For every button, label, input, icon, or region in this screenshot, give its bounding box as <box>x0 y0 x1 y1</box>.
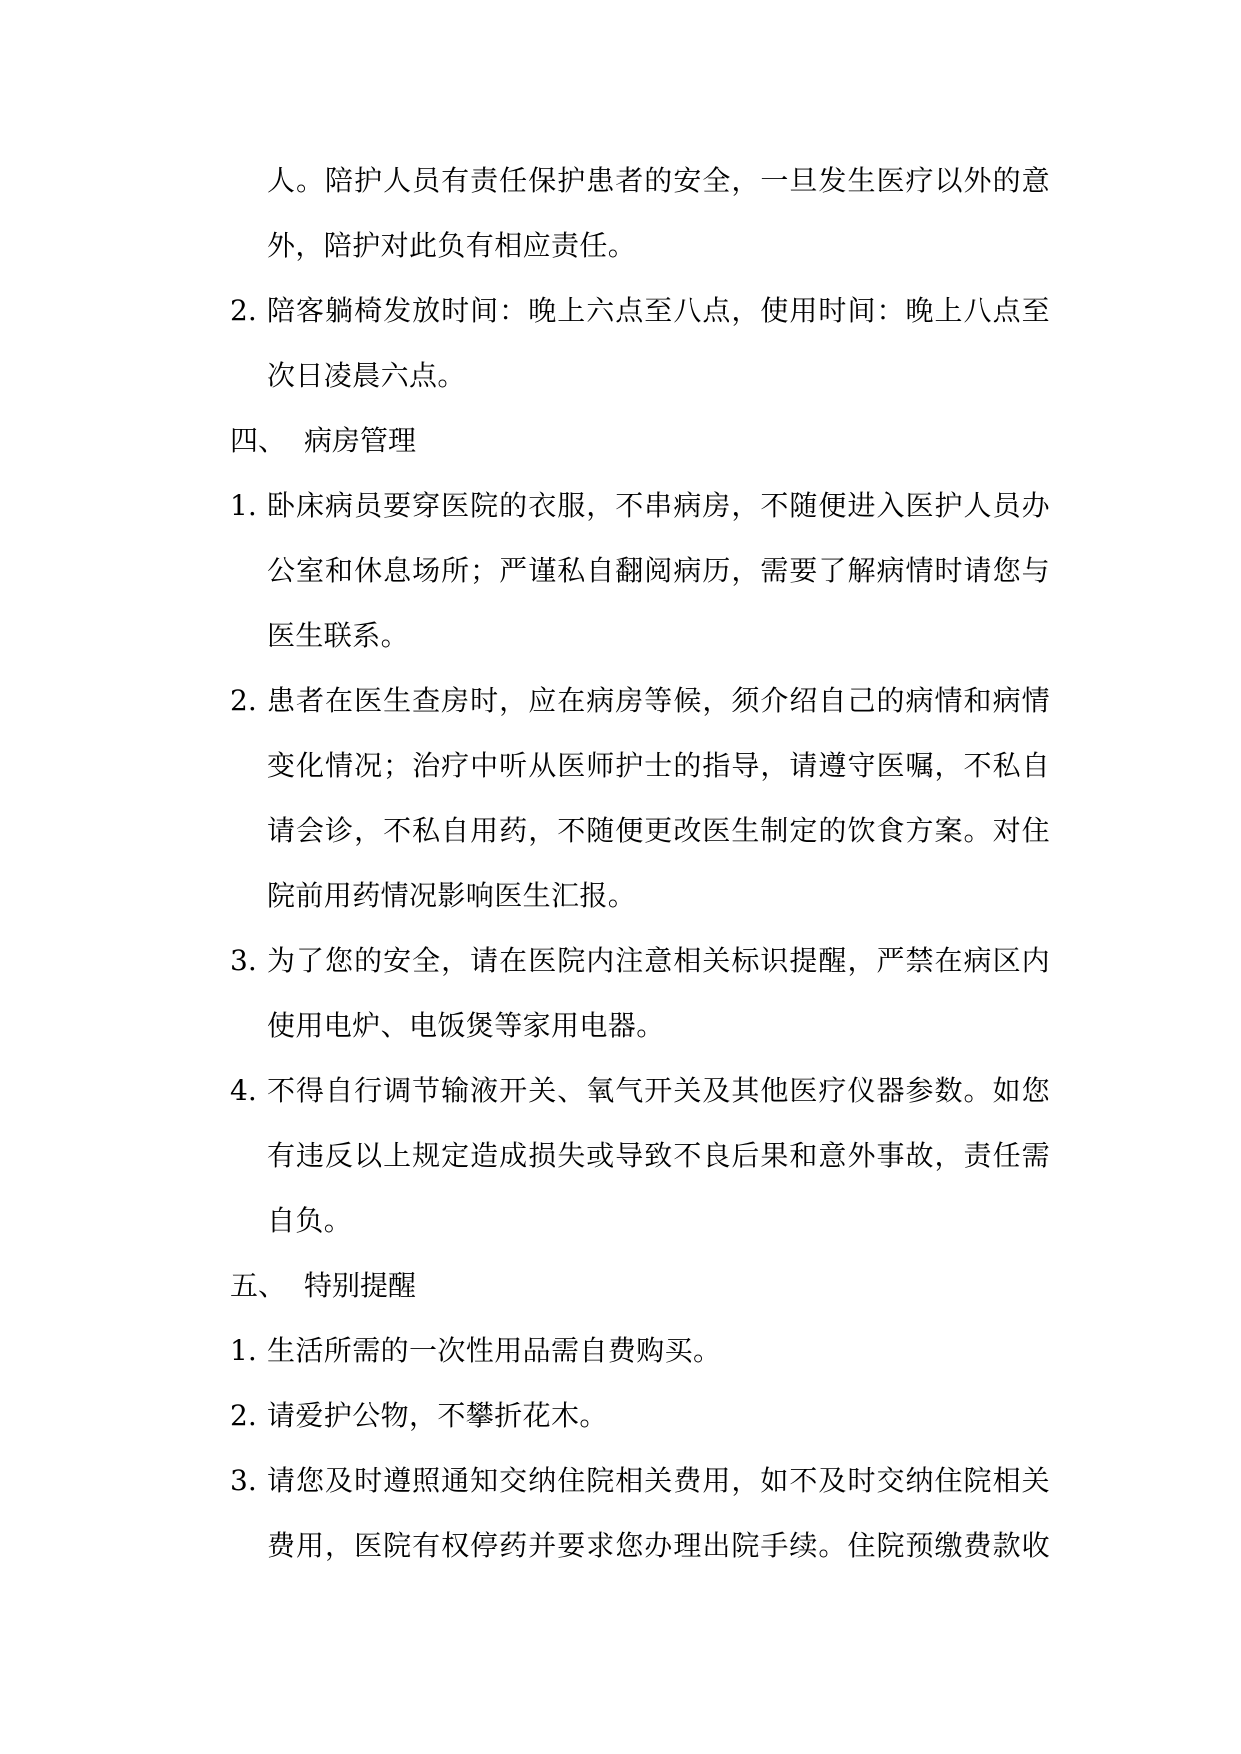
text-line <box>230 733 1050 798</box>
text-line <box>230 213 1050 278</box>
text-line <box>230 1058 1050 1123</box>
line-text: 自负。 <box>267 1204 353 1237</box>
list-item-number: 2. <box>230 1399 257 1432</box>
section-number: 四、 <box>230 424 287 457</box>
list-item-number: 3. <box>230 944 257 977</box>
text-line <box>230 1188 1050 1253</box>
text-line <box>230 928 1050 993</box>
section-number: 五、 <box>230 1269 287 1302</box>
list-item-number: 3. <box>230 1464 257 1497</box>
line-text: 人。陪护人员有责任保护患者的安全，一旦发生医疗以外的意 <box>267 164 1050 197</box>
text-line <box>230 1123 1050 1188</box>
list-item-number: 2. <box>230 294 257 327</box>
text-line <box>230 1383 1050 1448</box>
list-item-number: 1. <box>230 1334 257 1367</box>
line-text: 院前用药情况影响医生汇报。 <box>267 879 637 912</box>
line-text: 请会诊，不私自用药，不随便更改医生制定的饮食方案。对住 <box>267 814 1050 847</box>
line-text: 为了您的安全，请在医院内注意相关标识提醒，严禁在病区内 <box>267 944 1050 977</box>
text-line <box>230 538 1050 603</box>
text-line <box>230 343 1050 408</box>
line-text: 陪客躺椅发放时间：晚上六点至八点，使用时间：晚上八点至 <box>267 294 1050 327</box>
list-item-number: 1. <box>230 489 257 522</box>
list-item-number: 4. <box>230 1074 257 1107</box>
line-text: 费用，医院有权停药并要求您办理出院手续。住院预缴费款收 <box>267 1529 1050 1562</box>
section-heading <box>230 408 1050 473</box>
text-line <box>230 278 1050 343</box>
section-heading <box>230 1253 1050 1318</box>
text-line <box>230 603 1050 668</box>
line-text: 卧床病员要穿医院的衣服，不串病房，不随便进入医护人员办 <box>267 489 1050 522</box>
line-text: 次日凌晨六点。 <box>267 359 466 392</box>
line-text: 不得自行调节输液开关、氧气开关及其他医疗仪器参数。如您 <box>267 1074 1050 1107</box>
line-text: 生活所需的一次性用品需自费购买。 <box>267 1334 722 1367</box>
line-text: 医生联系。 <box>267 619 410 652</box>
line-text: 请爱护公物，不攀折花木。 <box>267 1399 608 1432</box>
line-text: 变化情况；治疗中听从医师护士的指导，请遵守医嘱，不私自 <box>267 749 1050 782</box>
line-text: 公室和休息场所；严谨私自翻阅病历，需要了解病情时请您与 <box>267 554 1050 587</box>
text-line <box>230 668 1050 733</box>
text-line <box>230 1318 1050 1383</box>
line-text: 患者在医生查房时，应在病房等候，须介绍自己的病情和病情 <box>267 684 1050 717</box>
line-text: 外，陪护对此负有相应责任。 <box>267 229 637 262</box>
text-line <box>230 863 1050 928</box>
section-title: 特别提醒 <box>304 1269 417 1302</box>
document-body <box>230 148 1050 1578</box>
line-text: 请您及时遵照通知交纳住院相关费用，如不及时交纳住院相关 <box>267 1464 1050 1497</box>
text-line <box>230 473 1050 538</box>
text-line <box>230 1513 1050 1578</box>
line-text: 使用电炉、电饭煲等家用电器。 <box>267 1009 665 1042</box>
text-line <box>230 993 1050 1058</box>
text-line <box>230 1448 1050 1513</box>
text-line <box>230 798 1050 863</box>
text-line <box>230 148 1050 213</box>
list-item-number: 2. <box>230 684 257 717</box>
line-text: 有违反以上规定造成损失或导致不良后果和意外事故，责任需 <box>267 1139 1050 1172</box>
section-title: 病房管理 <box>304 424 417 457</box>
